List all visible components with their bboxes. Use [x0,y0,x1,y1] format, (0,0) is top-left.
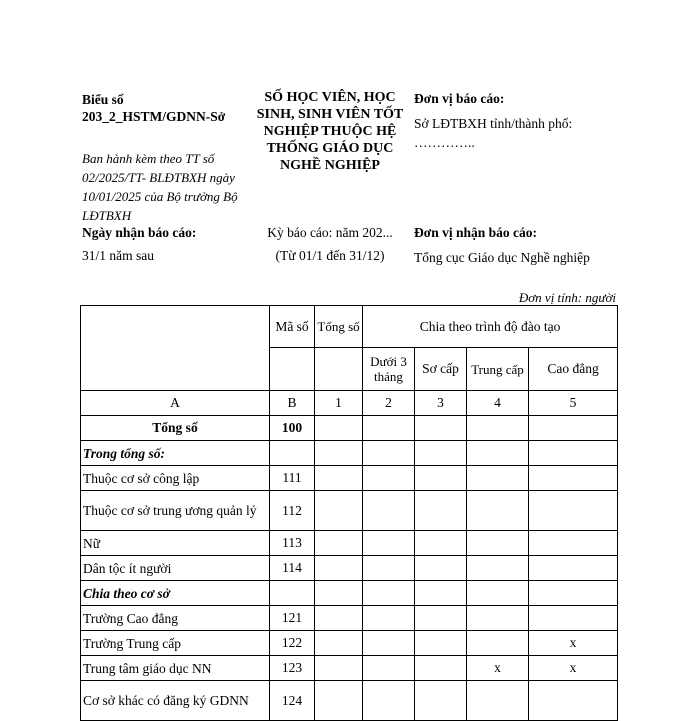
data-cell [467,631,529,656]
page-title: SỐ HỌC VIÊN, HỌC SINH, SINH VIÊN TỐT NGHIỆP THUỘC HỆ THỐNG GIÁO DỤC NGHỀ NGHIỆP [256,90,404,173]
table-row [81,656,618,681]
table-row [81,681,618,721]
index-cell: 5 [529,391,618,416]
row-code: 111 [270,466,315,491]
index-cell: 3 [415,391,467,416]
receiving-unit-value: Tổng cục Giáo dục Nghề nghiệp [414,250,590,265]
receiving-unit-label: Đơn vị nhận báo cáo: [414,225,538,240]
data-cell [415,681,467,721]
col-header-code: Mã số [270,306,315,348]
col-header-group: Chia theo trình độ đào tạo [363,306,618,348]
data-cell [315,556,363,581]
data-cell [415,531,467,556]
report-period-range: (Từ 01/1 đến 31/12) [275,248,385,263]
unit-note: Đơn vị tính: người [518,290,616,305]
data-cell [415,556,467,581]
report-period-label: Kỳ báo cáo: năm 202... [267,225,393,240]
row-code [270,581,315,606]
data-cell [467,581,529,606]
row-code: 121 [270,606,315,631]
col-header-level: Dưới 3 tháng [363,348,415,391]
data-cell [415,581,467,606]
data-cell [363,656,415,681]
index-cell: 1 [315,391,363,416]
data-cell [415,491,467,531]
reporting-unit-value: Sở LĐTBXH tỉnh/thành phố: ………….. [414,116,573,150]
row-label: Chia theo cơ sở [81,581,270,606]
data-cell [467,416,529,441]
row-label: Thuộc cơ sở công lập [81,466,270,491]
data-cell [315,581,363,606]
col-header-level: Sơ cấp [415,348,467,391]
data-cell [363,556,415,581]
data-cell [315,416,363,441]
table-row [81,581,618,606]
data-cell [415,441,467,466]
code-subheader-blank [270,348,315,391]
data-cell [363,631,415,656]
data-cell [315,531,363,556]
data-cell [529,581,618,606]
data-cell [529,416,618,441]
row-code [270,441,315,466]
data-cell [315,681,363,721]
index-cell: B [270,391,315,416]
col-header-level: Trung cấp [467,348,529,391]
issued-note: Ban hành kèm theo TT số 02/2025/TT- BLĐTBXH ngày 10/01/2025 của Bộ trưởng Bộ LĐTBXH [82,151,238,223]
data-cell [363,531,415,556]
reporting-unit-label: Đơn vị báo cáo: [414,91,505,106]
data-cell [363,441,415,466]
row-code: 113 [270,531,315,556]
data-cell [363,491,415,531]
data-cell [467,441,529,466]
row-code: 122 [270,631,315,656]
row-code: 114 [270,556,315,581]
table-row [81,491,618,531]
row-label: Dân tộc ít người [81,556,270,581]
data-cell [315,491,363,531]
table-row [81,441,618,466]
total-subheader-blank [315,348,363,391]
data-cell [315,606,363,631]
row-label: Tổng số [81,416,270,441]
data-cell [467,681,529,721]
data-cell [363,416,415,441]
data-cell [415,656,467,681]
table-row [81,416,618,441]
table-row [81,466,618,491]
data-cell [315,466,363,491]
data-cell [467,466,529,491]
data-cell [529,466,618,491]
row-label: Trường Trung cấp [81,631,270,656]
receive-date-label: Ngày nhận báo cáo: [82,225,197,240]
row-label: Cơ sở khác có đăng ký GDNN [81,681,270,721]
data-cell: x [467,656,529,681]
index-cell: 2 [363,391,415,416]
row-label: Trong tổng số: [81,441,270,466]
data-cell [467,556,529,581]
table-row [81,606,618,631]
index-cell: A [81,391,270,416]
data-cell [467,531,529,556]
statistics-table [80,305,618,721]
data-cell [363,681,415,721]
row-label: Trường Cao đẳng [81,606,270,631]
data-cell [315,631,363,656]
row-label: Trung tâm giáo dục NN [81,656,270,681]
col-header-total: Tổng số [315,306,363,348]
row-code: 100 [270,416,315,441]
data-cell [363,606,415,631]
col-header-level: Cao đẳng [529,348,618,391]
data-cell [467,606,529,631]
table-row [81,556,618,581]
data-cell [415,631,467,656]
data-cell [415,606,467,631]
data-cell [315,656,363,681]
data-cell [529,531,618,556]
data-cell: x [529,631,618,656]
data-cell [415,466,467,491]
data-cell [363,466,415,491]
row-label: Nữ [81,531,270,556]
data-cell [529,606,618,631]
data-cell [415,416,467,441]
data-cell [315,441,363,466]
data-cell [529,441,618,466]
receive-date-value: 31/1 năm sau [82,248,154,263]
row-label: Thuộc cơ sở trung ương quản lý [81,491,270,531]
row-code: 124 [270,681,315,721]
data-cell [467,491,529,531]
data-cell [363,581,415,606]
form-code: Biểu số 203_2_HSTM/GDNN-Sở [82,92,226,124]
data-cell [529,491,618,531]
row-code: 123 [270,656,315,681]
row-code: 112 [270,491,315,531]
index-cell: 4 [467,391,529,416]
data-cell [529,681,618,721]
data-cell: x [529,656,618,681]
data-cell [529,556,618,581]
table-row [81,631,618,656]
header-blank-cell [81,306,270,391]
table-row [81,531,618,556]
